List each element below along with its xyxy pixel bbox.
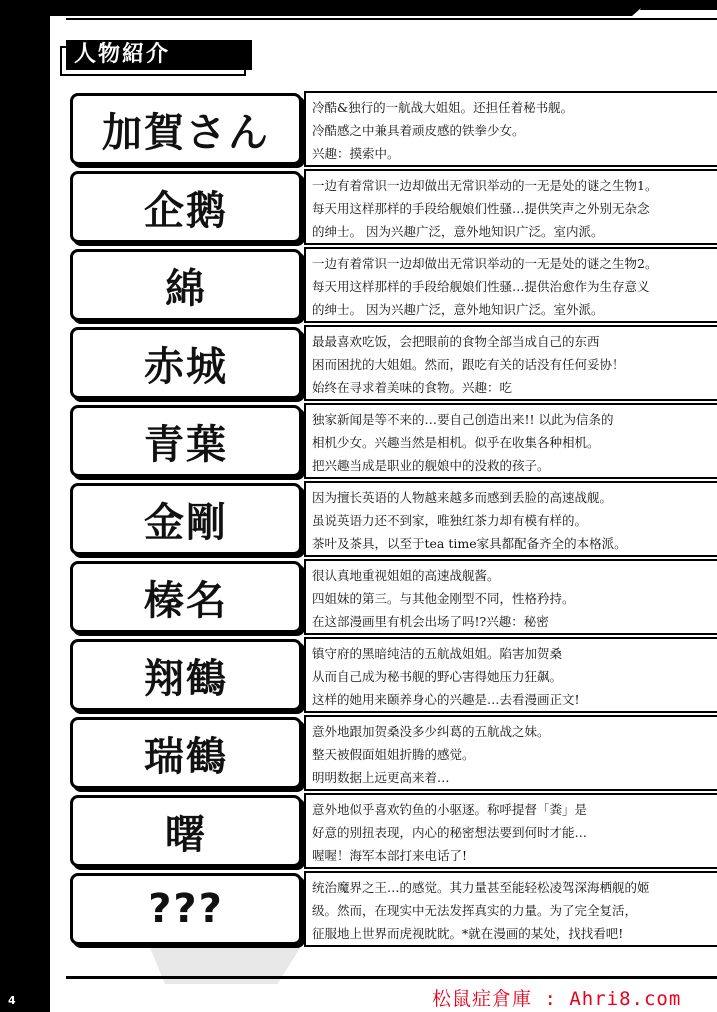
character-name: 金剛	[144, 499, 228, 546]
character-entry	[66, 403, 717, 481]
top-black-stripe-right	[640, 0, 717, 10]
character-name-box	[70, 171, 302, 243]
character-entry	[66, 247, 717, 325]
description-line: 从而自己成为秘书舰的野心害得她压力狂飙。	[312, 669, 563, 684]
character-name: 榛名	[144, 577, 228, 624]
left-black-bar	[0, 0, 50, 1012]
character-name: 綿	[165, 265, 207, 312]
character-name-box	[70, 561, 302, 633]
character-description	[304, 403, 717, 479]
description-line: 一边有着常识一边却做出无常识举动的一无是处的谜之生物1。	[312, 178, 658, 193]
character-name: 曙	[165, 811, 207, 858]
character-description	[304, 481, 717, 557]
description-line: 的绅士。 因为兴趣广泛，意外地知识广泛。室外派。	[312, 302, 604, 317]
character-description	[304, 559, 717, 635]
character-description	[304, 637, 717, 713]
character-name: 瑞鶴	[144, 733, 228, 780]
character-name-box	[70, 483, 302, 555]
character-entry	[66, 91, 717, 169]
description-line: 级。然而，在现实中无法发挥真实的力量。为了完全复活，	[312, 903, 638, 918]
description-line: 意外地跟加贺桑没多少纠葛的五航战之妹。	[312, 724, 550, 739]
description-line: 这样的她用来颐养身心的兴趣是…去看漫画正文!	[312, 692, 580, 707]
character-description	[304, 91, 717, 167]
character-description	[304, 169, 717, 245]
description-line: 意外地似乎喜欢钓鱼的小驱逐。称呼提督「粪」是	[312, 802, 588, 817]
description-line: 每天用这样那样的手段给舰娘们性骚…提供治愈作为生存意义	[312, 279, 650, 294]
character-description	[304, 793, 717, 869]
character-name-box	[70, 93, 302, 165]
description-line: 把兴趣当成是职业的舰娘中的没救的孩子。	[312, 458, 550, 473]
description-line: 最最喜欢吃饭，会把眼前的食物全部当成自己的东西	[312, 334, 600, 349]
description-line: 冷酷&独行的一航战大姐姐。还担任着秘书舰。	[312, 100, 574, 115]
character-name-box	[70, 405, 302, 477]
description-line: 四姐妹的第三。与其他金刚型不同，性格矜持。	[312, 591, 575, 606]
character-entry	[66, 793, 717, 871]
description-line: 始终在寻求着美味的食物。兴趣：吃	[312, 380, 513, 395]
description-line: 在这部漫画里有机会出场了吗!?兴趣：秘密	[312, 614, 549, 629]
description-line: 统治魔界之王…的感觉。其力量甚至能轻松凌驾深海栖舰的姬	[312, 880, 650, 895]
description-line: 困而困扰的大姐姐。然而，跟吃有关的话没有任何妥协！	[312, 357, 625, 372]
character-name: 企鹅	[144, 187, 228, 234]
character-name-box	[70, 249, 302, 321]
character-name-box	[70, 873, 302, 945]
description-line: 每天用这样那样的手段给舰娘们性骚…提供笑声之外别无杂念	[312, 201, 650, 216]
character-entry	[66, 871, 717, 949]
description-line: 相机少女。兴趣当然是相机。似乎在收集各种相机。	[312, 435, 600, 450]
description-line: 独家新闻是等不来的…要自己创造出来!! 以此为信条的	[312, 412, 614, 427]
character-entry	[66, 169, 717, 247]
character-name-box	[70, 795, 302, 867]
character-entry	[66, 559, 717, 637]
character-description	[304, 247, 717, 323]
top-black-stripe	[50, 0, 650, 16]
character-entry	[66, 715, 717, 793]
description-line: 虽说英语力还不到家，唯独红茶力却有模有样的。	[312, 513, 588, 528]
character-name-box	[70, 717, 302, 789]
character-description	[304, 715, 717, 791]
description-line: 很认真地重视姐姐的高速战舰酱。	[312, 568, 500, 583]
page-title: 人物紹介	[66, 40, 252, 70]
description-line: 的绅士。 因为兴趣广泛，意外地知识广泛。室内派。	[312, 224, 604, 239]
character-description	[304, 871, 717, 947]
description-line: 喔喔！海军本部打来电话了!	[312, 848, 468, 863]
character-name-box	[70, 327, 302, 399]
description-line: 茶叶及茶具，以至于tea time家具都配备齐全的本格派。	[312, 536, 627, 551]
description-line: 镇守府的黑暗纯洁的五航战姐姐。陷害加贺桑	[312, 646, 563, 661]
character-list	[66, 91, 717, 949]
character-name: 赤城	[144, 343, 228, 390]
description-line: 征服地上世界而虎视眈眈。*就在漫画的某处，找找看吧!	[312, 926, 624, 941]
page-number: 4	[8, 994, 16, 1007]
character-entry	[66, 325, 717, 403]
description-line: 因为擅长英语的人物越来越多而感到丢脸的高速战舰。	[312, 490, 613, 505]
description-line: 好意的别扭表现，内心的秘密想法要到何时才能…	[312, 825, 588, 840]
character-entry	[66, 637, 717, 715]
description-line: 冷酷感之中兼具着顽皮感的铁拳少女。	[312, 123, 525, 138]
character-description	[304, 325, 717, 401]
character-name-box	[70, 639, 302, 711]
bottom-rule	[66, 976, 717, 979]
description-line: 兴趣：摸索中。	[312, 146, 400, 161]
character-entry	[66, 481, 717, 559]
character-name: 加賀さん	[102, 109, 270, 156]
character-name: 翔鶴	[144, 655, 228, 702]
character-name: 青葉	[144, 421, 228, 468]
top-rule	[66, 18, 717, 20]
character-name: ???	[148, 886, 224, 932]
watermark: 松鼠症倉庫 : Ahri8.com	[432, 988, 682, 1010]
description-line: 一边有着常识一边却做出无常识举动的一无是处的谜之生物2。	[312, 256, 658, 271]
description-line: 整天被假面姐姐折腾的感觉。	[312, 747, 475, 762]
description-line: 明明数据上远更高来着…	[312, 770, 450, 785]
